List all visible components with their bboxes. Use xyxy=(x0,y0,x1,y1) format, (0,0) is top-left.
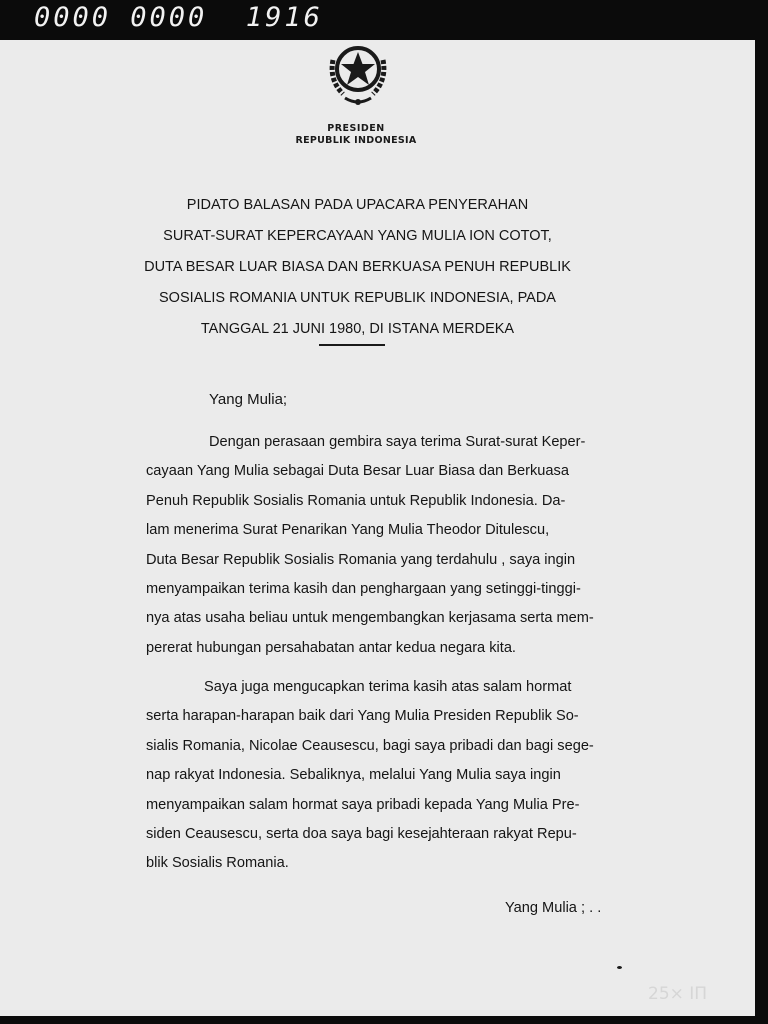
salutation: Yang Mulia; xyxy=(209,391,288,408)
paragraph-1 xyxy=(146,428,594,663)
title-line: DUTA BESAR LUAR BIASA DAN BERKUASA PENUH REPUBLIK xyxy=(144,259,571,275)
title-divider xyxy=(319,344,385,346)
title-line: TANGGAL 21 JUNI 1980, DI ISTANA MERDEKA xyxy=(200,321,515,337)
text-line: siden Ceausescu, serta doa saya bagi kesejahteraan rakyat Repu- xyxy=(146,826,577,843)
garuda-star-emblem-icon xyxy=(313,40,403,112)
film-frame-counter: 0000 0000 1916 xyxy=(34,2,323,33)
title-line: PIDATO BALASAN PADA UPACARA PENYERAHAN xyxy=(186,197,529,213)
speech-title xyxy=(110,190,605,345)
text-line: cayaan Yang Mulia sebagai Duta Besar Luar Biasa dan Berkuasa xyxy=(146,463,569,480)
text-line: nap rakyat Indonesia. Sebaliknya, melalui Yang Mulia saya ingin xyxy=(146,767,561,784)
ink-mark xyxy=(617,966,622,969)
closing-salutation: Yang Mulia ; . . xyxy=(505,900,602,916)
text-line: Dengan perasaan gembira saya terima Surat-surat Keper- xyxy=(209,434,586,450)
text-line: Saya juga mengucapkan terima kasih atas salam hormat xyxy=(204,679,572,695)
letterhead-title: PRESIDEN xyxy=(327,123,385,134)
text-line: Penuh Republik Sosialis Romania untuk Republik Indonesia. Da- xyxy=(146,492,566,509)
text-line: menyampaikan salam hormat saya pribadi kepada Yang Mulia Pre- xyxy=(146,796,580,813)
text-line: nya atas usaha beliau untuk mengembangkan kerjasama serta mem- xyxy=(146,610,594,627)
text-line: menyampaikan terima kasih dan penghargaan yang setinggi-tinggi- xyxy=(146,581,581,598)
text-line: serta harapan-harapan baik dari Yang Mulia Presiden Republik So- xyxy=(146,708,579,725)
text-line: blik Sosialis Romania. xyxy=(146,855,289,872)
title-line: SURAT-SURAT KEPERCAYAAN YANG MULIA ION COTOT, xyxy=(163,228,552,244)
text-line: sialis Romania, Nicolae Ceausescu, bagi saya pribadi dan bagi sege- xyxy=(146,737,594,754)
title-line: SOSIALIS ROMANIA UNTUK REPUBLIK INDONESIA, PADA xyxy=(159,290,556,306)
text-line: Duta Besar Republik Sosialis Romania yang terdahulu , saya ingin xyxy=(146,551,576,568)
paragraph-2 xyxy=(146,673,594,879)
text-line: pererat hubungan persahabatan antar kedua negara kita. xyxy=(146,639,516,656)
document-page xyxy=(0,40,755,1016)
letterhead-subtitle: REPUBLIK INDONESIA xyxy=(295,135,417,146)
page-mark: 25× IΠ xyxy=(648,984,708,1004)
text-line: lam menerima Surat Penarikan Yang Mulia Theodor Ditulescu, xyxy=(146,522,550,539)
